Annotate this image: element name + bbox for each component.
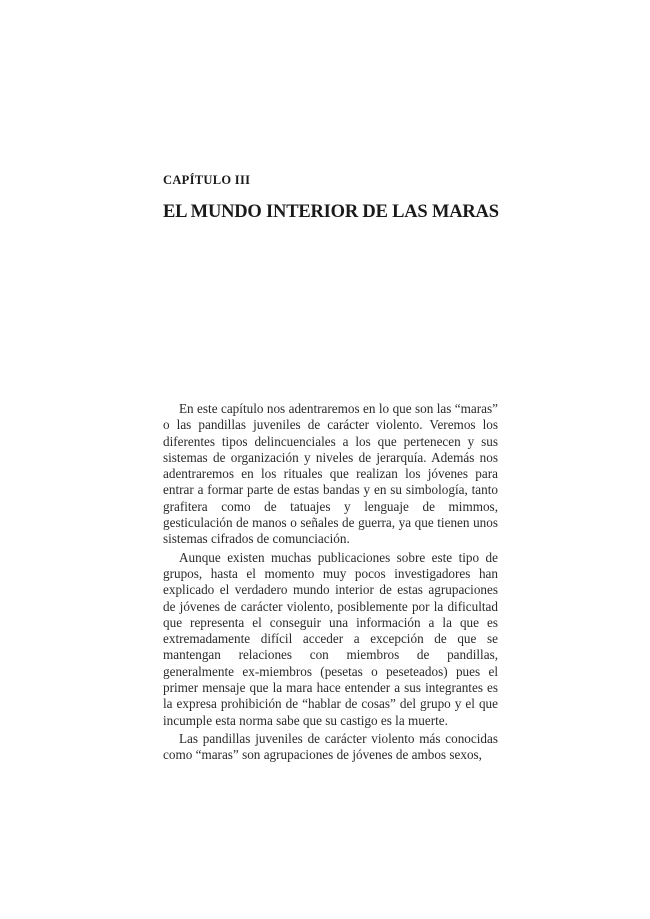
body-text [163, 401, 498, 766]
paragraph: Aunque existen muchas publicaciones sobre este tipo de grupos, hasta el momento muy pocos investigadores han explicado el verdadero mundo interior de estas agrupaciones de jóvenes de carácter violento, posiblemente por la dificultad que representa el conseguir una información a la que es extremadamente difícil acceder a excepción de que se mantengan relaciones con miembros de pandillas, generalmente ex-miembros (pesetas o peseteados) pues el primer mensaje que la mara hace entender a sus integrantes es la expresa prohibición de “hablar de cosas” del grupo y el que incumple esta norma sabe que su castigo es la muerte. [163, 549, 498, 728]
paragraph: Las pandillas juveniles de carácter violento más conocidas como “maras” son agrupaciones de jóvenes de ambos sexos, [163, 730, 498, 763]
paragraph: En este capítulo nos adentraremos en lo que son las “maras” o las pandillas juveniles de carácter violento. Veremos los diferentes tipos delincuenciales a los que pertenecen y sus sistemas de organización y niveles de jerarquía. Además nos adentraremos en los rituales que realizan los jóvenes para entrar a formar parte de estas bandas y en su simbología, tanto grafitera como de tatuajes y lenguaje de mimmos, gesticulación de manos o señales de guerra, ya que tienen unos sistemas cifrados de comunciación. [163, 401, 498, 547]
chapter-title: EL MUNDO INTERIOR DE LAS MARAS [163, 202, 499, 222]
chapter-label: CAPÍTULO III [163, 173, 251, 187]
